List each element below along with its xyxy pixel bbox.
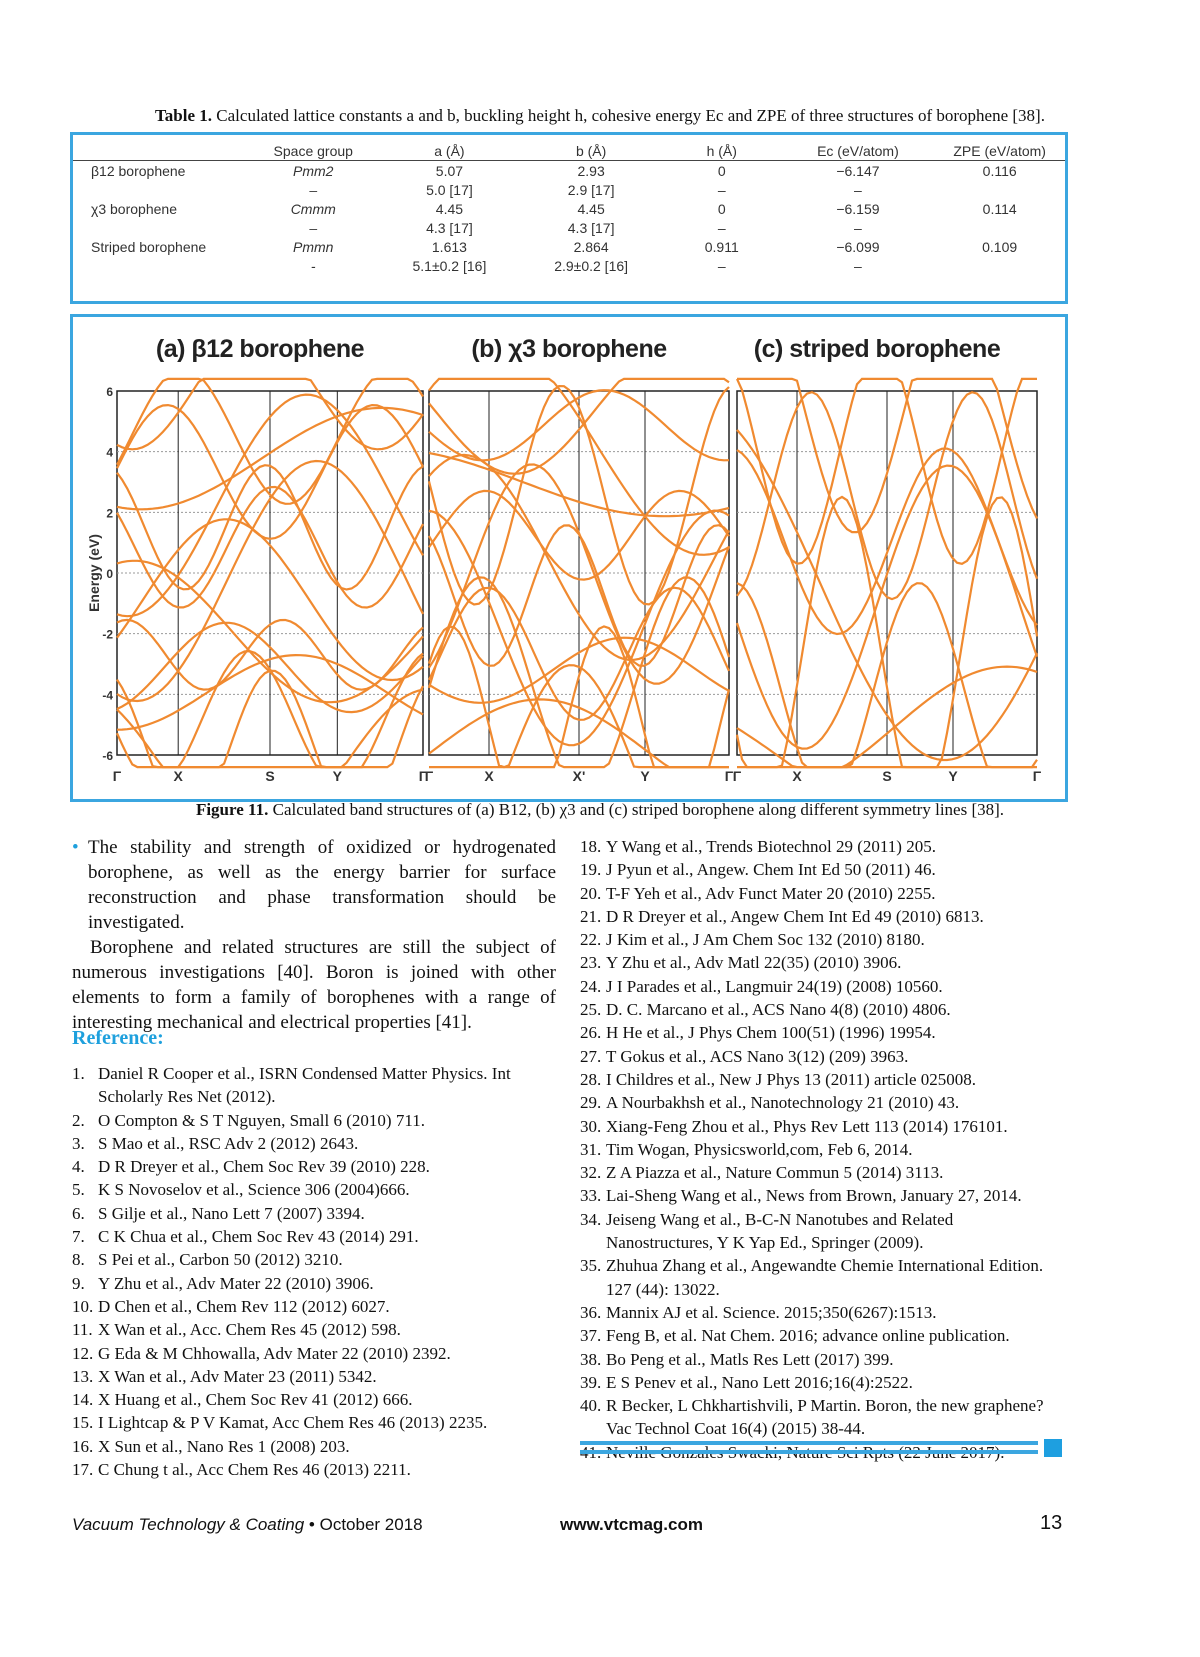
reference-item <box>72 1062 556 1109</box>
end-square-icon <box>1044 1439 1062 1457</box>
table-row <box>73 218 1065 237</box>
reference-number: 21. <box>580 906 602 926</box>
reference-item <box>580 1254 1064 1301</box>
reference-item <box>72 1109 556 1132</box>
table-cell: 1.613 <box>431 238 467 255</box>
table-cell: 4.3 [17] <box>426 219 473 236</box>
footer-journal: Vacuum Technology & Coating • October 2018 <box>72 1515 423 1534</box>
reference-item <box>580 1161 1064 1184</box>
reference-item <box>72 1225 556 1248</box>
reference-text: Mannix AJ et al. Science. 2015;350(6267):1513. <box>606 1302 937 1322</box>
reference-text: D Chen et al., Chem Rev 112 (2012) 6027. <box>98 1296 390 1316</box>
table-cell: 0.109 <box>982 238 1018 255</box>
reference-number: 33. <box>580 1186 602 1206</box>
reference-item <box>72 1435 556 1458</box>
reference-item <box>580 1068 1064 1091</box>
col-header: b (Å) <box>575 143 607 159</box>
reference-number: 37. <box>580 1326 602 1346</box>
col-header: a (Å) <box>434 143 465 159</box>
y-tick-label: 0 <box>106 567 113 581</box>
reference-text: Feng B, et al. Nat Chem. 2016; advance online publication. <box>606 1326 1010 1346</box>
reference-item <box>72 1155 556 1178</box>
x-tick-label: X' <box>572 768 586 784</box>
reference-text: X Wan et al., Acc. Chem Res 45 (2012) 598. <box>98 1320 401 1340</box>
reference-number: 4. <box>72 1157 85 1177</box>
table-cell: 0.116 <box>982 162 1017 179</box>
reference-item <box>580 1021 1064 1044</box>
reference-number: 3. <box>72 1133 85 1153</box>
table-cell <box>934 180 1065 199</box>
panel-title: (a) β12 borophene <box>155 335 365 363</box>
reference-item <box>580 1115 1064 1138</box>
footer-url[interactable]: www.vtcmag.com <box>560 1515 703 1534</box>
table-cell: Pmm2 <box>293 162 334 179</box>
reference-number: 38. <box>580 1349 602 1369</box>
reference-number: 28. <box>580 1069 602 1089</box>
reference-item <box>72 1202 556 1225</box>
reference-number: 25. <box>580 1000 602 1020</box>
table-cell: 5.0 [17] <box>426 181 473 198</box>
reference-number: 36. <box>580 1302 602 1322</box>
divider-bar <box>580 1450 1038 1454</box>
col-header <box>73 141 248 161</box>
reference-item <box>580 882 1064 905</box>
x-tick-label: S <box>265 768 275 784</box>
table-cell: Pmmn <box>293 238 334 255</box>
table-cell: −6.147 <box>836 162 880 179</box>
table-cell: β12 borophene <box>91 162 186 179</box>
col-header: Space group <box>273 143 353 159</box>
table-cell <box>73 180 248 199</box>
reference-number: 10. <box>72 1296 94 1316</box>
reference-text: J I Parades et al., Langmuir 24(19) (2008) 10560. <box>606 976 943 996</box>
reference-text: O Compton & S T Nguyen, Small 6 (2010) 711. <box>98 1110 425 1130</box>
reference-text: Bo Peng et al., Matls Res Lett (2017) 399. <box>606 1349 894 1369</box>
bullet-text: The stability and strength of oxidized or hydrogenated borophene, as well as the energy barrier for surface reconstruction and phase transformation should be investigated. <box>88 837 556 933</box>
reference-number: 20. <box>580 883 602 903</box>
reference-text: A Nourbakhsh et al., Nanotechnology 21 (2010) 43. <box>606 1093 960 1113</box>
reference-text: X Huang et al., Chem Soc Rev 41 (2012) 666. <box>98 1390 413 1410</box>
reference-text: G Eda & M Chhowalla, Adv Mater 22 (2010) 2392. <box>98 1343 451 1363</box>
table-cell: 0 <box>717 200 726 217</box>
reference-text: Lai-Sheng Wang et al., News from Brown, January 27, 2014. <box>606 1186 1022 1206</box>
reference-list-right <box>580 835 1064 1464</box>
x-tick-label: Γ <box>732 768 742 784</box>
reference-number: 27. <box>580 1046 602 1066</box>
reference-text: Daniel R Cooper et al., ISRN Condensed Matter Physics. Int Scholarly Res Net (2012). <box>98 1064 511 1107</box>
reference-item <box>72 1365 556 1388</box>
table-row <box>73 237 1065 256</box>
reference-text: K S Novoselov et al., Science 306 (2004)666. <box>98 1180 410 1200</box>
table-cell: – <box>309 219 318 236</box>
reference-text: Zhuhua Zhang et al., Angewandte Chemie International Edition. 127 (44): 13022. <box>606 1256 1044 1299</box>
table-cell: −6.159 <box>836 200 880 217</box>
reference-item <box>580 1045 1064 1068</box>
reference-number: 40. <box>580 1396 602 1416</box>
reference-number: 26. <box>580 1023 602 1043</box>
reference-item <box>580 858 1064 881</box>
reference-text: R Becker, L Chkhartishvili, P Martin. Boron, the new graphene? Vac Technol Coat 16(4) (2015) 38-44. <box>606 1396 1044 1439</box>
table-cell: 4.45 <box>577 200 605 217</box>
reference-number: 8. <box>72 1250 85 1270</box>
reference-number: 9. <box>72 1273 85 1293</box>
reference-number: 5. <box>72 1180 85 1200</box>
y-tick-label: 4 <box>106 445 113 460</box>
col-header: Ec (eV/atom) <box>817 143 899 159</box>
reference-text: D R Dreyer et al., Chem Soc Rev 39 (2010) 228. <box>98 1157 430 1177</box>
table-cell <box>934 218 1065 237</box>
table-cell: - <box>310 257 316 274</box>
reference-item <box>580 1091 1064 1114</box>
reference-text: Z A Piazza et al., Nature Commun 5 (2014) 3113. <box>606 1163 944 1183</box>
reference-text: X Sun et al., Nano Res 1 (2008) 203. <box>98 1436 350 1456</box>
table-cell: 4.3 [17] <box>567 219 615 236</box>
reference-number: 29. <box>580 1093 602 1113</box>
table-cell: 2.864 <box>573 238 609 255</box>
table-cell: – <box>309 181 318 198</box>
reference-item <box>72 1318 556 1341</box>
reference-item <box>580 1184 1064 1207</box>
reference-number: 16. <box>72 1436 94 1456</box>
reference-number: 14. <box>72 1390 94 1410</box>
table-cell <box>73 218 248 237</box>
x-tick-label: Y <box>640 768 650 784</box>
table-row <box>73 199 1065 218</box>
band-panel <box>425 335 734 784</box>
table-cell: 2.9 [17] <box>567 181 615 198</box>
reference-text: J Kim et al., J Am Chem Soc 132 (2010) 8180. <box>606 930 925 950</box>
reference-item <box>580 1324 1064 1347</box>
reference-number: 17. <box>72 1460 94 1480</box>
reference-item <box>72 1342 556 1365</box>
reference-number: 19. <box>580 860 602 880</box>
reference-text: D. C. Marcano et al., ACS Nano 4(8) (2010) 4806. <box>606 1000 951 1020</box>
reference-item <box>72 1248 556 1271</box>
reference-item <box>580 905 1064 928</box>
reference-item <box>580 1371 1064 1394</box>
y-tick-label: -2 <box>102 627 113 642</box>
left-body <box>72 835 556 1035</box>
reference-number: 39. <box>580 1372 602 1392</box>
reference-item <box>72 1295 556 1318</box>
table-cell: Striped borophene <box>91 238 207 255</box>
reference-item <box>580 998 1064 1021</box>
panel-title: (b) χ3 borophene <box>471 335 667 363</box>
x-tick-label: Γ <box>1032 768 1042 784</box>
reference-item <box>580 928 1064 951</box>
reference-number: 2. <box>72 1110 85 1130</box>
reference-item <box>580 951 1064 974</box>
x-tick-label: Γ <box>418 768 428 784</box>
band-panel <box>733 335 1042 784</box>
reference-number: 11. <box>72 1320 93 1340</box>
reference-text: E S Penev et al., Nano Lett 2016;16(4):2522. <box>606 1372 913 1392</box>
col-header: h (Å) <box>706 143 737 159</box>
reference-item <box>72 1388 556 1411</box>
reference-item <box>72 1458 556 1481</box>
table-row <box>73 256 1065 275</box>
y-axis-label: Energy (eV) <box>86 534 102 612</box>
reference-item <box>580 1208 1064 1255</box>
reference-item <box>72 1411 556 1434</box>
table-cell: 5.07 <box>435 162 464 179</box>
reference-item <box>580 975 1064 998</box>
table-cell: 0.114 <box>982 200 1017 217</box>
x-tick-label: Γ <box>112 768 122 784</box>
reference-number: 12. <box>72 1343 94 1363</box>
reference-item <box>580 1394 1064 1441</box>
table-cell <box>934 256 1065 275</box>
reference-text: Jeiseng Wang et al., B-C-N Nanotubes and Related Nanostructures, Y K Yap Ed., Springer (2009). <box>606 1209 954 1253</box>
page-number: 13 <box>1040 1512 1063 1534</box>
reference-text: S Mao et al., RSC Adv 2 (2012) 2643. <box>98 1133 359 1153</box>
y-tick-label: -6 <box>102 749 113 763</box>
reference-list-left <box>72 1062 556 1481</box>
panel-title: (c) striped borophene <box>753 335 1001 363</box>
reference-text: T-F Yeh et al., Adv Funct Mater 20 (2010) 2255. <box>606 883 936 903</box>
x-tick-label: Γ <box>424 768 434 784</box>
reference-item <box>580 1138 1064 1161</box>
y-tick-label: 2 <box>106 506 113 521</box>
reference-number: 35. <box>580 1256 602 1276</box>
reference-text: D R Dreyer et al., Angew Chem Int Ed 49 (2010) 6813. <box>606 906 984 926</box>
reference-number: 32. <box>580 1163 602 1183</box>
reference-text: X Wan et al., Adv Mater 23 (2011) 5342. <box>98 1366 377 1386</box>
reference-text: S Gilje et al., Nano Lett 7 (2007) 3394. <box>98 1203 365 1223</box>
figure-box <box>70 314 1068 802</box>
table-cell: – <box>854 257 862 274</box>
reference-text: I Lightcap & P V Kamat, Acc Chem Res 46 (2013) 2235. <box>98 1413 488 1433</box>
table-caption: Table 1. Calculated lattice constants a and b, buckling height h, cohesive energy Ec and ZPE of three structures of borophene [38]. <box>155 106 1045 125</box>
table-cell: – <box>854 181 862 198</box>
reference-text: Xiang-Feng Zhou et al., Phys Rev Lett 113 (2014) 176101. <box>606 1116 1008 1136</box>
table-cell: χ3 borophene <box>91 200 177 217</box>
reference-item <box>580 835 1064 858</box>
table-cell: 5.1±0.2 [16] <box>412 257 487 274</box>
col-header: ZPE (eV/atom) <box>953 143 1046 159</box>
bullet-icon: • <box>72 837 79 858</box>
table-cell: – <box>717 181 726 198</box>
table-cell: – <box>717 219 726 236</box>
table-cell: 4.45 <box>435 200 464 217</box>
reference-text: C K Chua et al., Chem Soc Rev 43 (2014) 291. <box>98 1227 419 1247</box>
reference-number: 15. <box>72 1413 94 1433</box>
lattice-table <box>73 141 1065 275</box>
table-cell: Cmmm <box>290 200 336 217</box>
table-cell: 0 <box>717 162 726 179</box>
reference-heading: Reference: <box>72 1027 164 1049</box>
x-tick-label: S <box>882 768 892 784</box>
reference-number: 13. <box>72 1366 94 1386</box>
reference-number: 31. <box>580 1139 602 1159</box>
reference-item <box>580 1301 1064 1324</box>
reference-number: 1. <box>72 1064 85 1083</box>
bullet-item <box>72 835 556 935</box>
x-tick-label: Y <box>948 768 958 784</box>
reference-number: 18. <box>580 837 602 856</box>
reference-text: I Childres et al., New J Phys 13 (2011) article 025008. <box>606 1069 976 1089</box>
x-tick-label: X <box>173 768 183 784</box>
data-table-box <box>70 132 1068 304</box>
reference-text: Y Zhu et al., Adv Matl 22(35) (2010) 3906. <box>606 953 902 973</box>
reference-number: 23. <box>580 953 602 973</box>
reference-text: Y Wang et al., Trends Biotechnol 29 (2011) 205. <box>606 837 936 856</box>
paragraph: Borophene and related structures are still the subject of numerous investigations [40]. Boron is joined with other elements to form a family of borophenes with a range of interesting mechanical and electrical properties [41]. <box>72 937 556 1033</box>
x-tick-label: Y <box>332 768 342 784</box>
reference-number: 24. <box>580 976 602 996</box>
table-cell: – <box>854 219 862 236</box>
figure-caption: Figure 11. Calculated band structures of (a) B12, (b) χ3 and (c) striped borophene along different symmetry lines [38]. <box>195 800 1005 819</box>
x-tick-label: X <box>484 768 494 784</box>
reference-item <box>72 1132 556 1155</box>
table-cell: −6.099 <box>836 238 880 255</box>
table-cell: 0.911 <box>704 238 739 255</box>
reference-text: C Chung t al., Acc Chem Res 46 (2013) 2211. <box>98 1460 411 1480</box>
reference-text: T Gokus et al., ACS Nano 3(12) (209) 3963. <box>606 1046 909 1066</box>
band-panel <box>113 335 428 784</box>
y-tick-label: -4 <box>102 688 113 703</box>
table-cell <box>73 256 248 275</box>
reference-number: 34. <box>580 1209 602 1229</box>
reference-number: 22. <box>580 930 602 950</box>
table-cell: 2.9±0.2 [16] <box>554 257 629 274</box>
reference-text: S Pei et al., Carbon 50 (2012) 3210. <box>98 1250 343 1270</box>
divider-bar <box>580 1441 1038 1445</box>
y-tick-label: 6 <box>106 385 113 399</box>
table-row <box>73 161 1065 181</box>
reference-item <box>72 1178 556 1201</box>
reference-number: 7. <box>72 1227 85 1247</box>
x-tick-label: X <box>792 768 802 784</box>
reference-text: H He et al., J Phys Chem 100(51) (1996) 19954. <box>606 1023 936 1043</box>
reference-text: Y Zhu et al., Adv Mater 22 (2010) 3906. <box>98 1273 374 1293</box>
band-structure-figure <box>73 317 1065 799</box>
table-cell: – <box>717 257 726 274</box>
table-cell: 2.93 <box>577 162 605 179</box>
reference-number: 6. <box>72 1203 85 1223</box>
reference-text: J Pyun et al., Angew. Chem Int Ed 50 (2011) 46. <box>606 860 936 880</box>
reference-item <box>580 1348 1064 1371</box>
reference-number: 30. <box>580 1116 602 1136</box>
reference-item <box>72 1272 556 1295</box>
x-tick-label: Γ <box>724 768 734 784</box>
reference-text: Tim Wogan, Physicsworld,com, Feb 6, 2014. <box>606 1139 913 1159</box>
table-row <box>73 180 1065 199</box>
